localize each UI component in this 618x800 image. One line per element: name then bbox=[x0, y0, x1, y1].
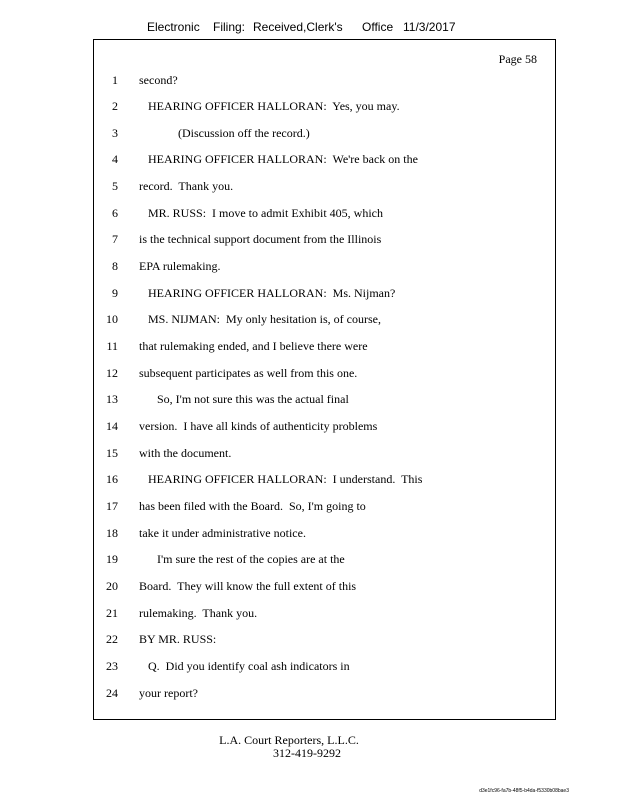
transcript-line bbox=[94, 658, 554, 674]
line-number: 16 bbox=[106, 472, 118, 486]
line-text: So, I'm not sure this was the actual final bbox=[139, 392, 349, 406]
line-text: that rulemaking ended, and I believe there were bbox=[139, 339, 368, 353]
line-number: 19 bbox=[106, 552, 118, 566]
transcript-line bbox=[94, 72, 554, 88]
transcript-line bbox=[94, 231, 554, 247]
filing-header-word: Electronic bbox=[147, 20, 200, 34]
filing-header bbox=[0, 20, 618, 36]
line-number: 3 bbox=[112, 126, 118, 140]
transcript-line bbox=[94, 578, 554, 594]
line-text: second? bbox=[139, 73, 178, 87]
line-text: Board. They will know the full extent of this bbox=[139, 579, 357, 593]
footer-phone: 312-419-9292 bbox=[273, 746, 341, 760]
transcript-line bbox=[94, 605, 554, 621]
line-text: with the document. bbox=[139, 446, 232, 460]
transcript-line bbox=[94, 178, 554, 194]
transcript-line bbox=[94, 285, 554, 301]
transcript-line bbox=[94, 365, 554, 381]
transcript-line bbox=[94, 205, 554, 221]
transcript-line bbox=[94, 525, 554, 541]
footer-company: L.A. Court Reporters, L.L.C. bbox=[219, 733, 359, 747]
line-text: HEARING OFFICER HALLORAN: I understand. This bbox=[139, 472, 423, 486]
transcript-line bbox=[94, 418, 554, 434]
line-number: 5 bbox=[112, 179, 118, 193]
filing-header-word: Office bbox=[362, 20, 394, 34]
transcript-line bbox=[94, 498, 554, 514]
line-number: 2 bbox=[112, 99, 118, 113]
transcript-line bbox=[94, 125, 554, 141]
transcript-line bbox=[94, 631, 554, 647]
line-text: (Discussion off the record.) bbox=[139, 126, 310, 140]
line-number: 10 bbox=[106, 312, 118, 326]
line-text: HEARING OFFICER HALLORAN: Ms. Nijman? bbox=[139, 286, 396, 300]
transcript-line bbox=[94, 685, 554, 701]
page-number: Page 58 bbox=[498, 52, 537, 66]
line-text: version. I have all kinds of authenticity problems bbox=[139, 419, 378, 433]
line-number: 12 bbox=[106, 366, 118, 380]
line-number: 13 bbox=[106, 392, 118, 406]
line-text: I'm sure the rest of the copies are at the bbox=[139, 552, 345, 566]
filing-header-word: Filing: bbox=[213, 20, 246, 34]
line-number: 22 bbox=[106, 632, 118, 646]
line-number: 9 bbox=[112, 286, 118, 300]
transcript-line bbox=[94, 391, 554, 407]
line-text: MR. RUSS: I move to admit Exhibit 405, which bbox=[139, 206, 384, 220]
line-number: 20 bbox=[106, 579, 118, 593]
transcript-line bbox=[94, 551, 554, 567]
line-number: 8 bbox=[112, 259, 118, 273]
line-number: 6 bbox=[112, 206, 118, 220]
line-text: BY MR. RUSS: bbox=[139, 632, 217, 646]
filing-header-word: 11/3/2017 bbox=[403, 20, 456, 34]
line-text: take it under administrative notice. bbox=[139, 526, 306, 540]
line-number: 1 bbox=[112, 73, 118, 87]
transcript-line bbox=[94, 98, 554, 114]
line-text: HEARING OFFICER HALLORAN: We're back on the bbox=[139, 152, 418, 166]
line-number: 23 bbox=[106, 659, 118, 673]
line-number: 7 bbox=[112, 232, 118, 246]
line-number: 24 bbox=[106, 686, 118, 700]
line-text: subsequent participates as well from this one. bbox=[139, 366, 358, 380]
line-number: 4 bbox=[112, 152, 118, 166]
line-text: has been filed with the Board. So, I'm going to bbox=[139, 499, 366, 513]
transcript-line bbox=[94, 338, 554, 354]
transcript-line bbox=[94, 445, 554, 461]
line-number: 15 bbox=[106, 446, 118, 460]
document-hash: d3e1fc96-fa7b-48f5-b4da-f5330b08bae3 bbox=[479, 788, 569, 794]
filing-header-word: Received,Clerk's bbox=[253, 20, 343, 34]
line-text: HEARING OFFICER HALLORAN: Yes, you may. bbox=[139, 99, 400, 113]
transcript-page bbox=[93, 39, 556, 720]
transcript-line bbox=[94, 151, 554, 167]
transcript-line bbox=[94, 471, 554, 487]
line-number: 11 bbox=[106, 339, 118, 353]
line-text: is the technical support document from the Illinois bbox=[139, 232, 382, 246]
line-text: Q. Did you identify coal ash indicators in bbox=[139, 659, 350, 673]
line-text: EPA rulemaking. bbox=[139, 259, 221, 273]
line-text: MS. NIJMAN: My only hesitation is, of course, bbox=[139, 312, 381, 326]
line-text: your report? bbox=[139, 686, 198, 700]
line-number: 21 bbox=[106, 606, 118, 620]
transcript-line bbox=[94, 311, 554, 327]
transcript-line bbox=[94, 258, 554, 274]
line-number: 18 bbox=[106, 526, 118, 540]
line-number: 17 bbox=[106, 499, 118, 513]
line-text: record. Thank you. bbox=[139, 179, 234, 193]
line-text: rulemaking. Thank you. bbox=[139, 606, 258, 620]
line-number: 14 bbox=[106, 419, 118, 433]
